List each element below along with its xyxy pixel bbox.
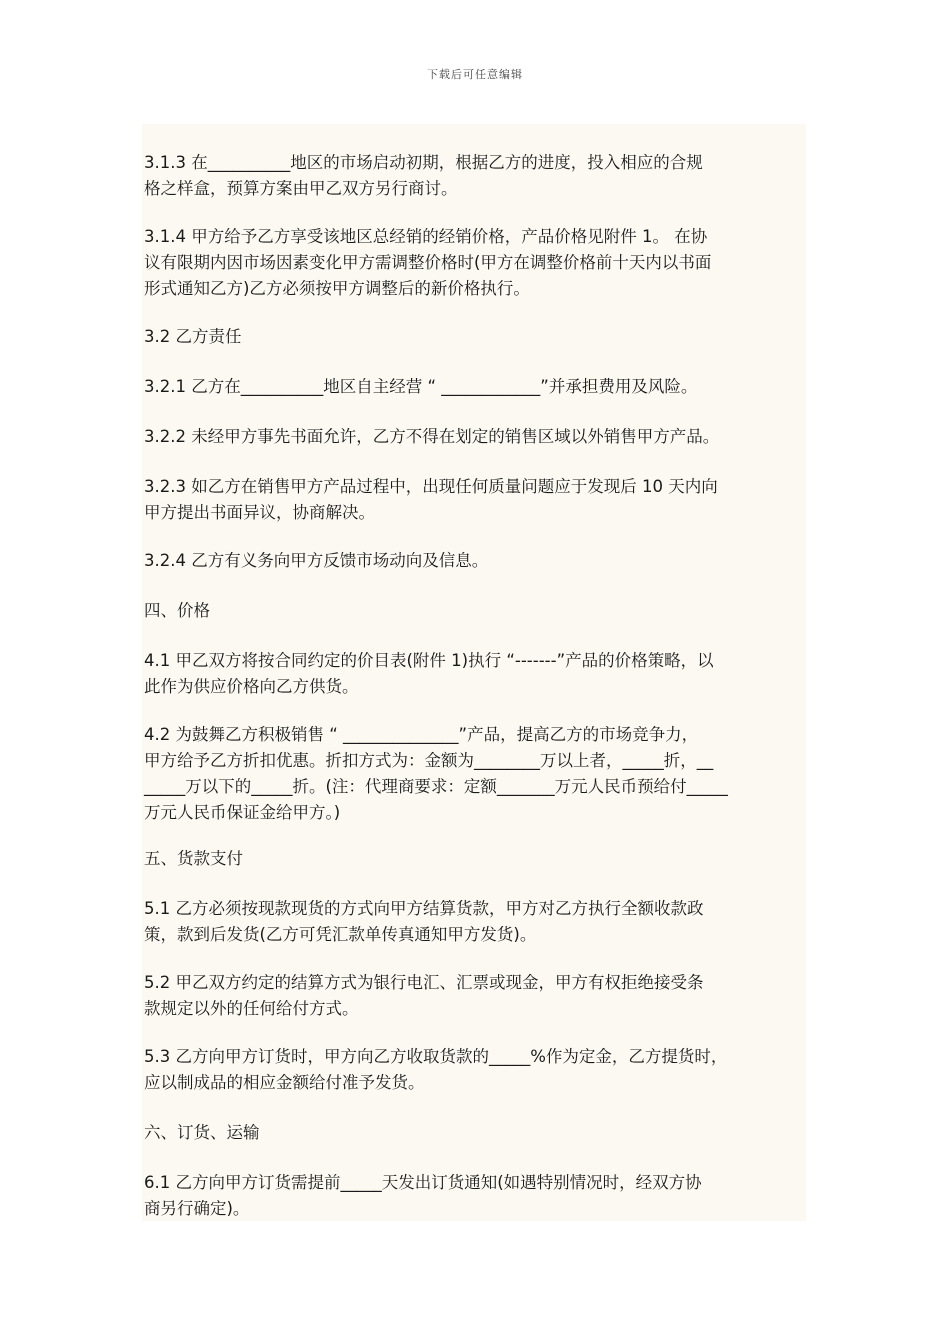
text-line: 形式通知乙方)乙方必须按甲方调整后的新价格执行。 — [144, 279, 530, 298]
text-line: 3.2 乙方责任 — [144, 327, 242, 346]
text-line: 3.2.1 乙方在__________地区自主经营 “ ____________”并承担费用及风险。 — [144, 377, 698, 396]
page-header: 下载后可任意编辑 — [427, 68, 523, 81]
text-line: 应以制成品的相应金额给付准予发货。 — [144, 1073, 425, 1092]
section-heading-3-2 — [144, 324, 810, 350]
clause-3-1-4 — [144, 224, 810, 302]
clause-5-3 — [144, 1044, 810, 1096]
text-line: 3.2.3 如乙方在销售甲方产品过程中，出现任何质量问题应于发现后 10 天内向 — [144, 477, 718, 496]
clause-5-2 — [144, 970, 810, 1022]
text-line: 策，款到后发货(乙方可凭汇款单传真通知甲方发货)。 — [144, 925, 537, 944]
text-line: 五、货款支付 — [144, 849, 243, 868]
clause-4-2 — [144, 722, 810, 826]
text-line: 3.2.2 未经甲方事先书面允许，乙方不得在划定的销售区域以外销售甲方产品。 — [144, 427, 720, 446]
text-line: 5.1 乙方必须按现款现货的方式向甲方结算货款，甲方对乙方执行全额收款政 — [144, 899, 704, 918]
section-heading-6 — [144, 1120, 810, 1146]
clause-3-2-2 — [144, 424, 810, 450]
text-line: 万元人民币保证金给甲方。) — [144, 803, 341, 822]
text-line: _____万以下的_____折。(注：代理商要求：定额_______万元人民币预给付_____ — [144, 777, 728, 796]
clause-3-2-1 — [144, 374, 810, 400]
text-line: 4.1 甲乙双方将按合同约定的价目表(附件 1)执行 “-------”产品的价格策略，以 — [144, 651, 714, 670]
text-line: 3.1.4 甲方给予乙方享受该地区总经销的经销价格，产品价格见附件 1。 在协 — [144, 227, 708, 246]
text-line: 商另行确定)。 — [144, 1199, 250, 1218]
text-line: 5.3 乙方向甲方订货时，甲方向乙方收取货款的_____%作为定金，乙方提货时， — [144, 1047, 728, 1066]
text-line: 3.1.3 在__________地区的市场启动初期，根据乙方的进度，投入相应的合规 — [144, 153, 703, 172]
text-line: 议有限期内因市场因素变化甲方需调整价格时(甲方在调整价格前十天内以书面 — [144, 253, 712, 272]
text-line: 5.2 甲乙双方约定的结算方式为银行电汇、汇票或现金，甲方有权拒绝接受条 — [144, 973, 704, 992]
section-heading-4 — [144, 598, 810, 624]
text-line: 四、价格 — [144, 601, 210, 620]
clause-4-1 — [144, 648, 810, 700]
clause-5-1 — [144, 896, 810, 948]
text-line: 6.1 乙方向甲方订货需提前_____天发出订货通知(如遇特别情况时，经双方协 — [144, 1173, 702, 1192]
text-line: 款规定以外的任何给付方式。 — [144, 999, 359, 1018]
clause-3-1-3 — [144, 150, 810, 202]
text-line: 六、订货、运输 — [144, 1123, 260, 1142]
text-line: 4.2 为鼓舞乙方积极销售 “ ______________”产品，提高乙方的市场竞争力， — [144, 725, 699, 744]
text-line: 3.2.4 乙方有义务向甲方反馈市场动向及信息。 — [144, 551, 489, 570]
clause-3-2-3 — [144, 474, 810, 526]
text-line: 甲方提出书面异议，协商解决。 — [144, 503, 375, 522]
text-line: 格之样盒，预算方案由甲乙双方另行商讨。 — [144, 179, 458, 198]
text-line: 甲方给予乙方折扣优惠。折扣方式为：金额为________万以上者，_____折，__ — [144, 751, 714, 770]
clause-6-1 — [144, 1170, 810, 1222]
text-line: 此作为供应价格向乙方供货。 — [144, 677, 359, 696]
clause-3-2-4 — [144, 548, 810, 574]
section-heading-5 — [144, 846, 810, 872]
